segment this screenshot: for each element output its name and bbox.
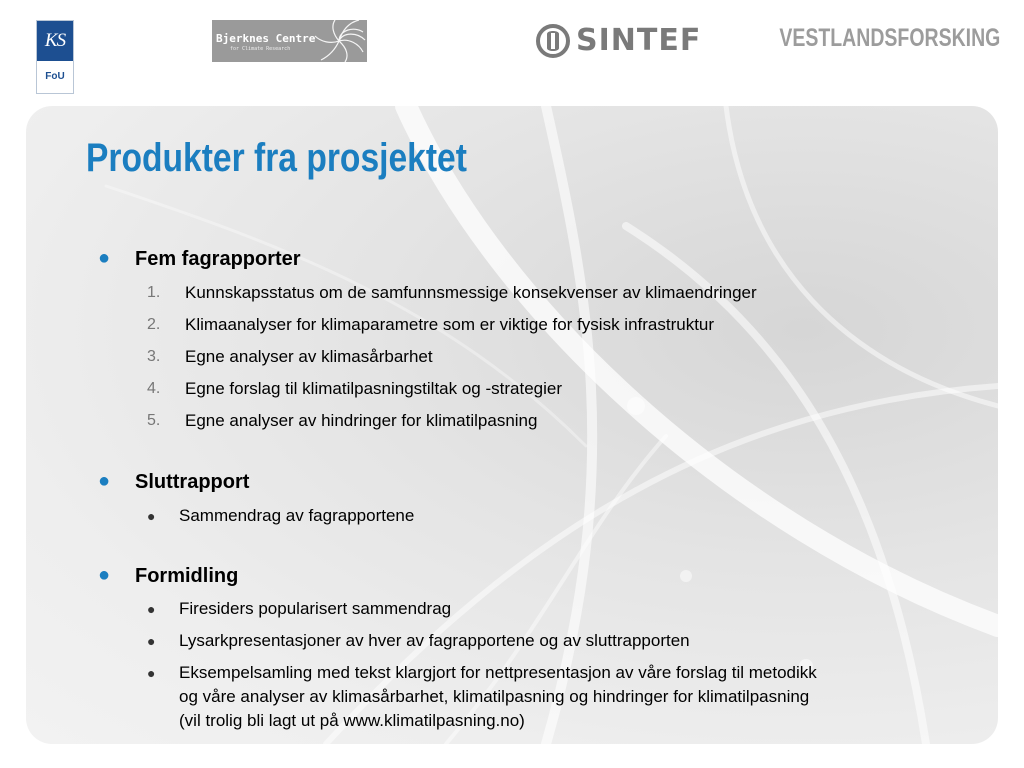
section-heading-fagrapporter: Fem fagrapporter xyxy=(135,248,301,270)
fou-label: FoU xyxy=(45,71,65,82)
section-bullet: ● xyxy=(98,470,111,492)
section-heading-formidling: Formidling xyxy=(135,565,239,587)
list-item: Firesiders popularisert sammendrag xyxy=(179,599,452,618)
section-bullet: ● xyxy=(98,247,111,269)
sub-bullet: ● xyxy=(147,665,156,681)
vestlandsforsking-logo: VESTLANDSFORSKING xyxy=(778,24,1000,52)
list-item-line: (vil trolig bli lagt ut på www.klimatilpasning.no) xyxy=(179,711,525,730)
ks-logo-mark: KS xyxy=(37,21,73,61)
bjerknes-logo-subtext: for Climate Research xyxy=(230,46,291,52)
sub-bullet: ● xyxy=(147,601,156,617)
sintef-logo-text: SINTEF xyxy=(576,23,702,58)
list-item: Egne analyser av klimasårbarhet xyxy=(185,347,433,366)
bjerknes-logo-text: Bjerknes Centre xyxy=(216,32,316,45)
list-number: 3. xyxy=(147,348,161,365)
section-heading-sluttrapport: Sluttrapport xyxy=(135,471,250,493)
list-item: Kunnskapsstatus om de samfunnsmessige konsekvenser av klimaendringer xyxy=(185,283,757,302)
sub-bullet: ● xyxy=(147,633,156,649)
list-item: Egne forslag til klimatilpasningstiltak og -strategier xyxy=(185,379,563,398)
list-number: 4. xyxy=(147,380,161,397)
list-number: 2. xyxy=(147,316,161,333)
list-item-line: Eksempelsamling med tekst klargjort for nettpresentasjon av våre forslag til metodikk xyxy=(179,663,817,682)
list-item: Egne analyser av hindringer for klimatilpasning xyxy=(185,411,538,430)
section-bullet: ● xyxy=(98,564,111,586)
list-item: Sammendrag av fagrapportene xyxy=(179,506,415,525)
sub-bullet: ● xyxy=(147,508,156,524)
list-number: 1. xyxy=(147,284,161,301)
list-number: 5. xyxy=(147,412,161,429)
list-item: Lysarkpresentasjoner av hver av fagrapportene og av sluttrapporten xyxy=(179,631,690,650)
slide-title: Produkter fra prosjektet xyxy=(86,136,467,180)
list-item-line: og våre analyser av klimasårbarhet, klimatilpasning og hindringer for klimatilpasning xyxy=(179,687,810,706)
list-item: Klimaanalyser for klimaparametre som er viktige for fysisk infrastruktur xyxy=(185,315,715,334)
